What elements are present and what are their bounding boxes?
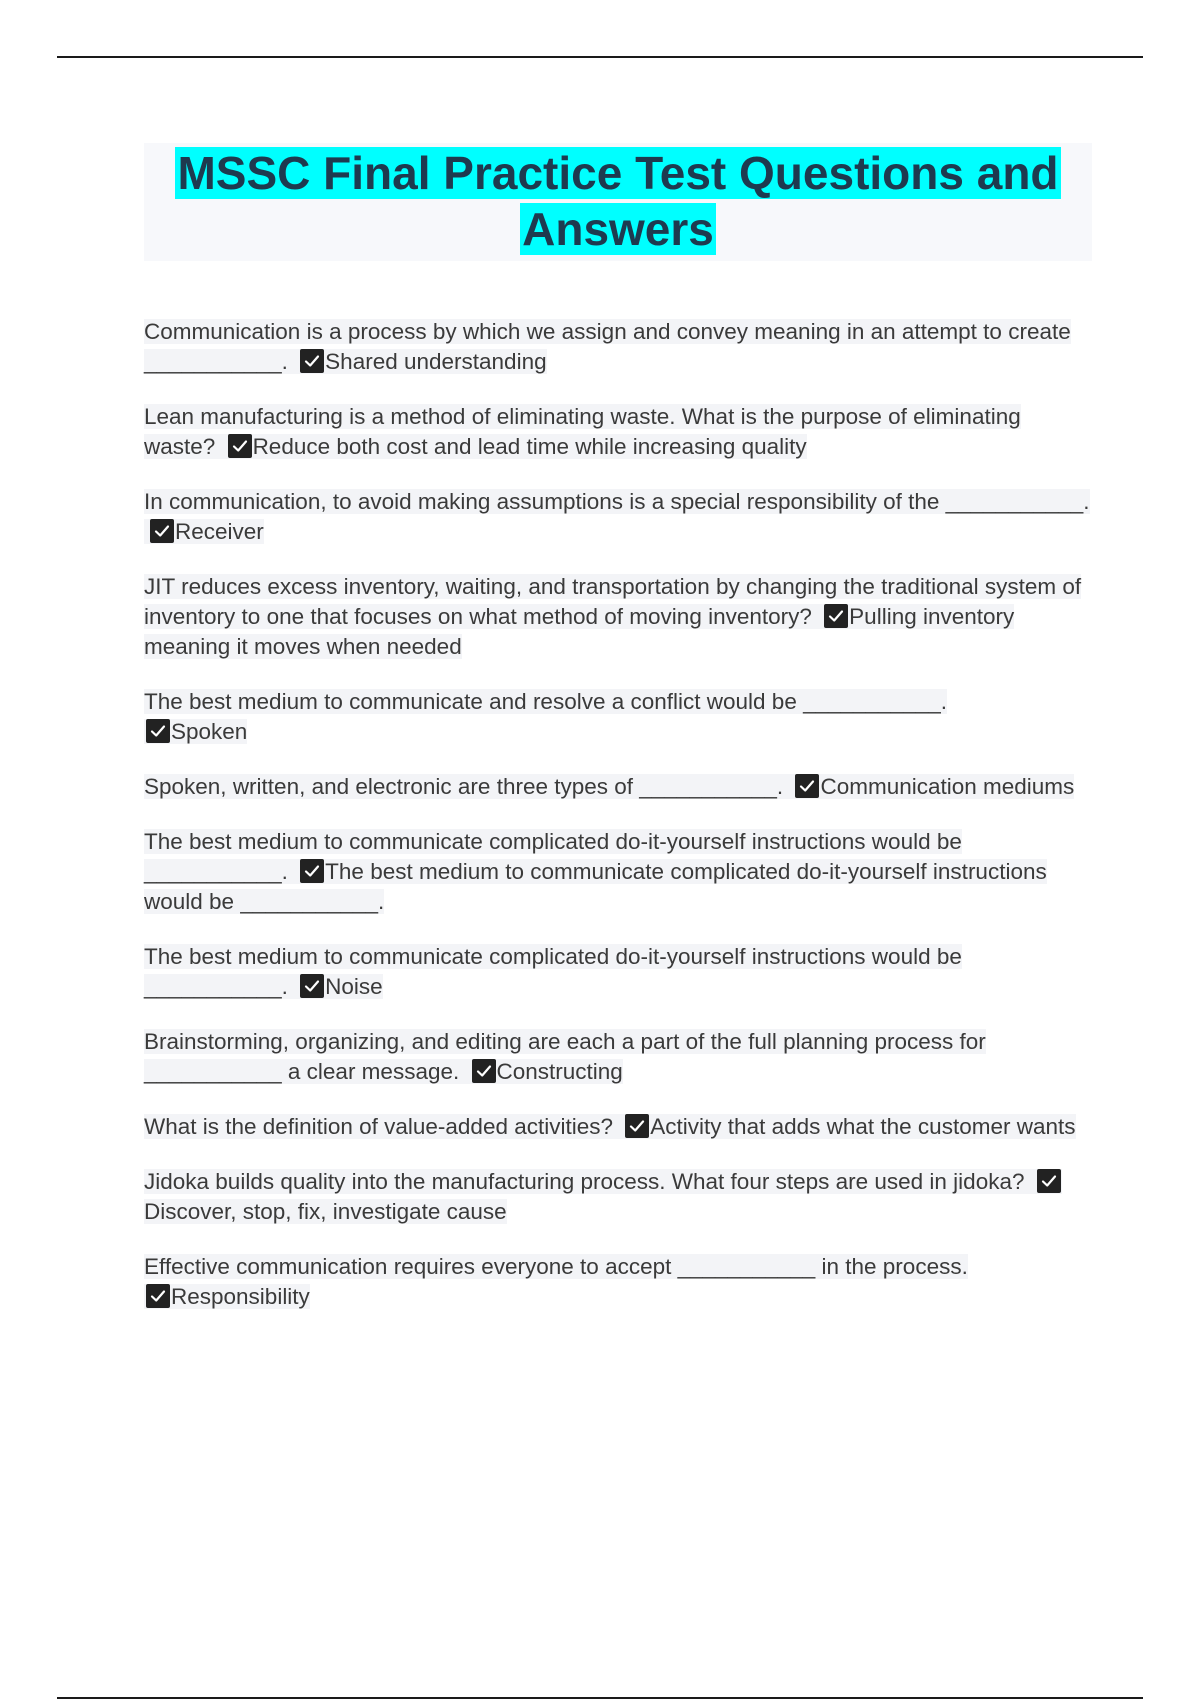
qa-item <box>144 1167 1092 1227</box>
question-text: Brainstorming, organizing, and editing are each a part of the full planning process for ___________ a clear message. <box>144 1029 986 1084</box>
qa-list <box>144 317 1092 1312</box>
qa-item <box>144 487 1092 547</box>
title-block <box>144 143 1092 261</box>
answer-text: Receiver <box>175 519 264 544</box>
question-text: In communication, to avoid making assumptions is a special responsibility of the ___________. <box>144 489 1090 514</box>
check-box-icon <box>300 349 324 373</box>
question-text: JIT reduces excess inventory, waiting, and transportation by changing the traditional system of inventory to one that focuses on what method of moving inventory? <box>144 574 1082 629</box>
question-text: Spoken, written, and electronic are three types of ___________. <box>144 774 784 799</box>
document-body <box>144 143 1092 1337</box>
question-text: What is the definition of value-added activities? <box>144 1114 614 1139</box>
check-box-icon <box>472 1059 496 1083</box>
answer-text: Discover, stop, fix, investigate cause <box>144 1199 507 1224</box>
question-text: Communication is a process by which we assign and convey meaning in an attempt to create ___________. <box>144 319 1071 374</box>
answer-text: The best medium to communicate complicated do-it-yourself instructions would be ___________. <box>144 859 1047 914</box>
page-title: MSSC Final Practice Test Questions and Answers <box>177 147 1059 255</box>
qa-item <box>144 317 1092 377</box>
check-box-icon <box>300 859 324 883</box>
answer-text: Pulling inventory meaning it moves when needed <box>144 604 1015 659</box>
check-box-icon <box>146 1284 170 1308</box>
answer-text: Reduce both cost and lead time while increasing quality <box>252 434 807 459</box>
qa-item <box>144 1027 1092 1087</box>
qa-item <box>144 1112 1092 1142</box>
check-box-icon <box>1037 1169 1061 1193</box>
question-text: Effective communication requires everyone to accept ___________ in the process. <box>144 1254 968 1279</box>
question-text: The best medium to communicate and resolve a conflict would be ___________. <box>144 689 947 714</box>
qa-item <box>144 942 1092 1002</box>
check-box-icon <box>795 774 819 798</box>
check-box-icon <box>228 434 252 458</box>
question-text: The best medium to communicate complicated do-it-yourself instructions would be ___________. <box>144 944 962 999</box>
question-text: Lean manufacturing is a method of eliminating waste. What is the purpose of eliminating waste? <box>144 404 1021 459</box>
qa-item <box>144 687 1092 747</box>
answer-text: Activity that adds what the customer wants <box>650 1114 1076 1139</box>
qa-item <box>144 772 1092 802</box>
check-box-icon <box>150 519 174 543</box>
check-box-icon <box>824 604 848 628</box>
check-box-icon <box>146 719 170 743</box>
qa-item <box>144 572 1092 662</box>
qa-item <box>144 827 1092 917</box>
question-text: The best medium to communicate complicated do-it-yourself instructions would be ___________. <box>144 829 962 884</box>
question-text: Jidoka builds quality into the manufacturing process. What four steps are used in jidoka? <box>144 1169 1025 1194</box>
check-box-icon <box>625 1114 649 1138</box>
answer-text: Noise <box>325 974 383 999</box>
bottom-rule <box>57 1697 1143 1699</box>
top-rule <box>57 56 1143 58</box>
answer-text: Spoken <box>171 719 248 744</box>
answer-text: Shared understanding <box>325 349 547 374</box>
answer-text: Constructing <box>496 1059 623 1084</box>
qa-item <box>144 1252 1092 1312</box>
answer-text: Responsibility <box>171 1284 310 1309</box>
check-box-icon <box>300 974 324 998</box>
answer-text: Communication mediums <box>820 774 1075 799</box>
qa-item <box>144 402 1092 462</box>
